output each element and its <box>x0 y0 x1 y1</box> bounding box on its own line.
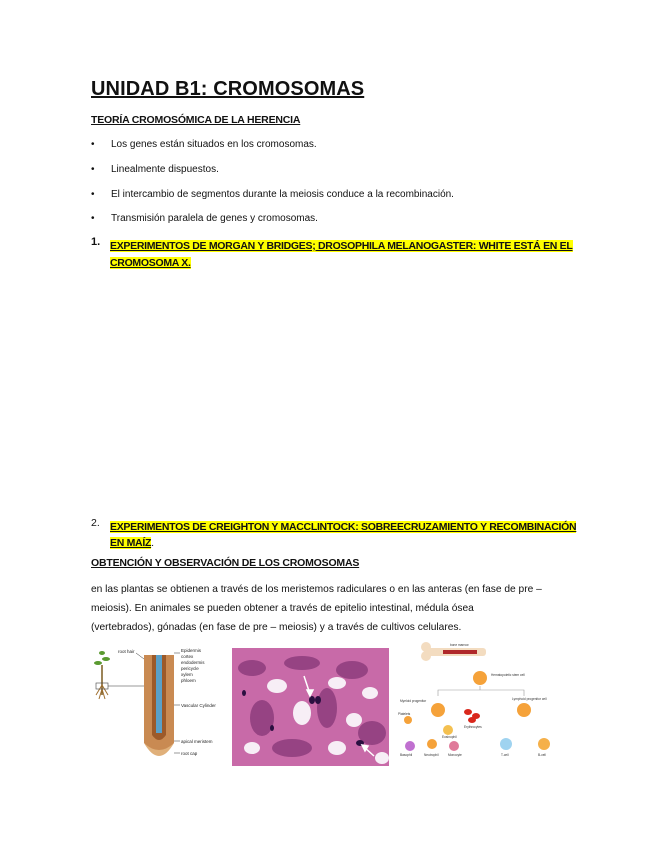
bullet-dot-icon: • <box>91 139 95 150</box>
bullet-dot-icon: • <box>91 189 95 200</box>
section-heading-observation: OBTENCIÓN Y OBSERVACIÓN DE LOS CROMOSOMAS <box>91 557 360 569</box>
label-b-cell: B-cell <box>538 753 546 757</box>
hematopoiesis-diagram <box>398 640 558 772</box>
label-lymphoid: Lymphoid progenitor cell <box>512 697 547 701</box>
paragraph-line: meiosis). En animales se pueden obtener a través de epitelio intestinal, médula ósea <box>91 603 474 614</box>
item1-line2 <box>110 253 191 271</box>
label-platelets: Platelets <box>398 712 411 716</box>
bullet-dot-icon: • <box>91 164 95 175</box>
label-myeloid: Myeloid progenitor <box>400 699 427 703</box>
label-phloem: phloem <box>181 678 196 683</box>
item2-line2 <box>110 533 154 551</box>
label-epidermis: Epidermis <box>181 648 202 653</box>
item2-line1 <box>110 517 576 535</box>
bullet-dot-icon: • <box>91 213 95 224</box>
bullet-item <box>91 213 318 224</box>
section-heading-theory: TEORÍA CROMOSÓMICA DE LA HERENCIA <box>91 114 301 126</box>
item1-line1 <box>110 236 573 254</box>
item2-number: 2. <box>91 517 100 529</box>
label-cortex: cortex <box>181 654 194 659</box>
label-pericycle: pericycle <box>181 666 199 671</box>
observation-paragraph <box>91 580 571 637</box>
label-neutrophil: Neutrophil <box>424 753 439 757</box>
label-endodermis: endodermis <box>181 660 205 665</box>
label-xylem: xylem <box>181 672 193 677</box>
bullet-text: Los genes están situados en los cromosomas. <box>111 139 317 150</box>
bullet-item <box>91 139 317 150</box>
label-monocyte: Monocyte <box>448 753 462 757</box>
bullet-text: Linealmente dispuestos. <box>111 164 219 175</box>
paragraph-line: en las plantas se obtienen a través de los meristemos radiculares o en las anteras (en fase de pre – <box>91 584 542 595</box>
label-vascular-cylinder: Vascular Cylinder <box>181 703 216 708</box>
item1-number: 1. <box>91 236 101 248</box>
label-apical-meristem: apical meristem <box>181 739 213 744</box>
plant-icon <box>94 651 110 699</box>
label-basophil: Basophil <box>400 753 413 757</box>
bullet-item <box>91 164 219 175</box>
label-bone-marrow: bone marrow <box>450 643 469 647</box>
item1-highlight: CROMOSOMA X. <box>110 257 191 269</box>
label-root-hair: root hair <box>118 649 135 654</box>
item1-highlight: EXPERIMENTOS DE MORGAN Y BRIDGES; DROSOPHILA MELANOGASTER: WHITE ESTÁ EN EL <box>110 240 573 252</box>
page-title: UNIDAD B1: CROMOSOMAS <box>91 78 365 100</box>
label-stem-cell: Hematopoietic stem cell <box>491 673 525 677</box>
item2-highlight: EN MAÍZ <box>110 537 152 549</box>
label-root-cap: root cap <box>181 751 198 756</box>
label-eosinophil: Eosinophil <box>442 735 457 739</box>
intestinal-epithelium-micrograph <box>232 648 389 766</box>
paragraph-line: (vertebrados), gónadas (en fase de pre – meiosis) y a través de cultivos celulares. <box>91 622 462 633</box>
bullet-text: Transmisión paralela de genes y cromosomas. <box>111 213 318 224</box>
item2-suffix: . <box>151 537 154 549</box>
item2-highlight: EXPERIMENTOS DE CREIGHTON Y MACCLINTOCK: SOBREECRUZAMIENTO Y RECOMBINACIÓN <box>110 521 577 533</box>
bullet-item <box>91 189 454 200</box>
root-tip-diagram <box>92 645 230 770</box>
bullet-text: El intercambio de segmentos durante la meiosis conduce a la recombinación. <box>111 189 454 200</box>
label-erythrocytes: Erythrocytes <box>464 725 482 729</box>
label-t-cell: T-cell <box>501 753 509 757</box>
